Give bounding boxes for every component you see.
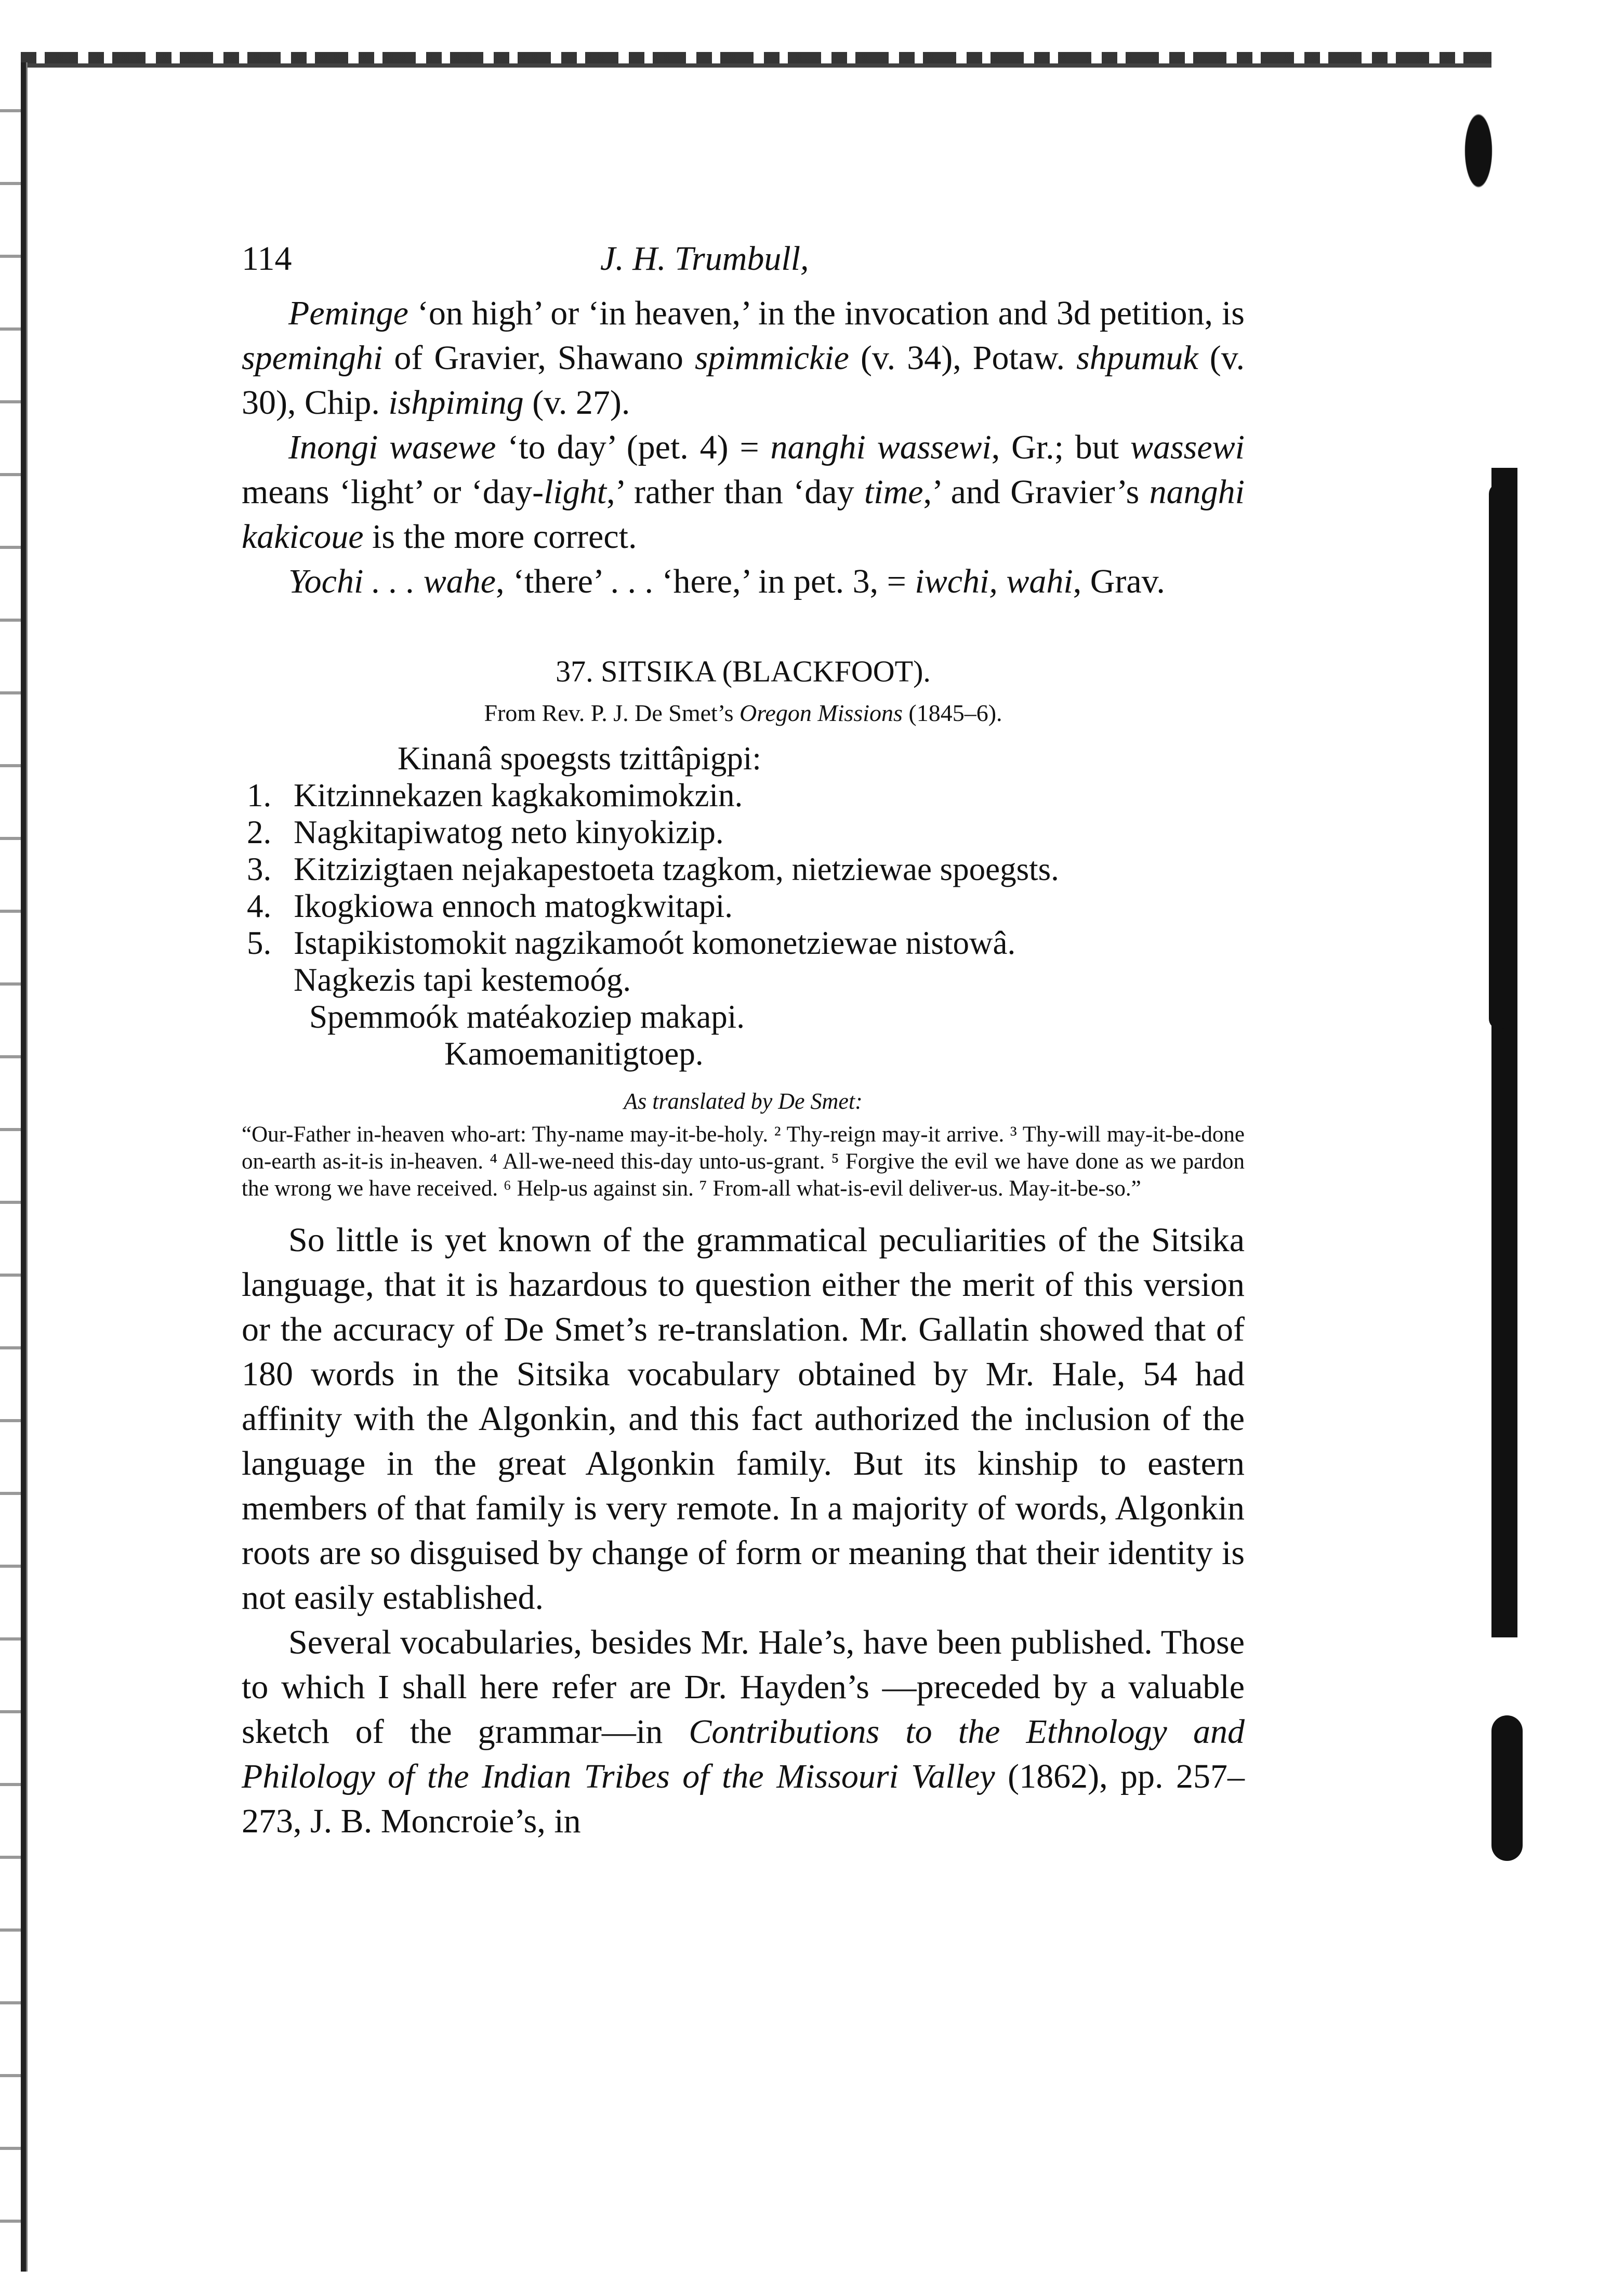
text-span: means ‘light’ or ‘day- (242, 473, 544, 511)
term-wassewi: wassewi (1130, 428, 1245, 466)
text-span: (v. 27). (523, 384, 630, 422)
prayer-line (247, 777, 1245, 814)
text-span: is the more correct. (363, 518, 637, 556)
line-number: 3. (247, 851, 272, 887)
source-title: Oregon Missions (739, 700, 903, 726)
term-shpumuk: shpumuk (1076, 339, 1198, 377)
prayer-continuation: Spemmoók matéakoziep makapi. (309, 999, 745, 1035)
text-span: (1862), pp. 257–273, J. B. Moncroie’s, in (242, 1757, 1245, 1840)
page-header (242, 239, 1245, 291)
prayer-text (247, 740, 1245, 1072)
publication-title: Contributions to the Ethnology and Philology of the Indian Tribes of the Missouri Valley (242, 1713, 1245, 1795)
term-time: time (864, 473, 923, 511)
text-span: Several vocabularies, besides Mr. Hale’s, have been published. Those to which I shall here refer are Dr. Hayden’s —preceded by a valuable sketch of the grammar—in (242, 1623, 1245, 1751)
scan-edge-top-line (21, 63, 1491, 68)
paragraph-peminge (242, 291, 1245, 425)
text-span: ,’ and Gravier’s (923, 473, 1150, 511)
text-span: of Gravier, Shawano (382, 339, 695, 377)
term-speminghi: speminghi (242, 339, 383, 377)
text-span: (1845–6). (902, 700, 1002, 726)
term-nanghi-kakicoue: nanghi kakicoue (242, 473, 1245, 556)
line-text: Ikogkiowa ennoch matogkwitapi. (294, 888, 733, 924)
prayer-line (247, 925, 1245, 962)
paragraph-inongi (242, 425, 1245, 559)
line-text: Kitzinnekazen kagkakomimokzin. (294, 777, 743, 814)
line-text: Istapikistomokit nagzikamoót komonetziewae nistowâ. (294, 925, 1016, 961)
term-spimmickie: spimmickie (694, 339, 849, 377)
running-title: J. H. Trumbull, (600, 240, 809, 278)
prayer-closing: Kamoemanitigtoep. (444, 1035, 704, 1072)
text-span: ,’ rather than ‘day (606, 473, 864, 511)
prayer-line (247, 814, 1245, 851)
binding-shadow-middle-core (1489, 483, 1510, 1029)
section-source (242, 697, 1245, 730)
term-ishpiming: ishpiming (388, 384, 524, 422)
paragraph-vocabularies (242, 1620, 1245, 1844)
binding-shadow-lower (1491, 1715, 1523, 1861)
line-text: Kitzizigtaen nejakapestoeta tzagkom, nietziewae spoegsts. (294, 851, 1059, 887)
prayer-line (247, 851, 1245, 888)
term-nanghi-wassewi: nanghi wassewi (770, 428, 992, 466)
term-yochi-wahe: Yochi . . . wahe (288, 562, 496, 600)
line-number: 5. (247, 925, 272, 961)
term-peminge: Peminge (288, 294, 408, 332)
page-number: 114 (242, 240, 292, 278)
line-text: Nagkitapiwatog neto kinyokizip. (294, 814, 724, 850)
line-number: 2. (247, 814, 272, 850)
prayer-opening: Kinanâ spoegsts tzittâpigpi: (398, 740, 761, 777)
text-span: , Grav. (1073, 562, 1165, 600)
term-inongi-wasewe: Inongi wasewe (288, 428, 496, 466)
text-span: From Rev. P. J. De Smet’s (484, 700, 739, 726)
text-span: , Gr.; but (991, 428, 1130, 466)
prayer-line (247, 888, 1245, 925)
paragraph-yochi (242, 559, 1245, 604)
scan-edge-top (21, 52, 1491, 63)
text-span: , ‘there’ . . . ‘here,’ in pet. 3, = (496, 562, 915, 600)
section-heading: 37. SITSIKA (BLACKFOOT). (556, 654, 931, 688)
prayer-continuation: Nagkezis tapi kestemoóg. (294, 962, 631, 998)
line-number: 1. (247, 777, 272, 814)
text-span: ‘on high’ or ‘in heaven,’ in the invocation and 3d petition, is (408, 294, 1245, 332)
scan-edge-left (21, 62, 38, 2272)
scan-edge-left-specks (0, 78, 21, 2261)
translation-heading: As translated by De Smet: (624, 1088, 863, 1114)
paragraph-sitsika-grammar: So little is yet known of the grammatical peculiarities of the Sitsika language, that it is hazardous to question either the merit of this version or the accuracy of De Smet’s re-translation. Mr. Gallatin showed that of 180 words in the Sitsika vocabulary obtained by Mr. Hale, 54 had affinity with the Algonkin, and this fact authorized the inclusion of the language in the great Algonkin family. But its kinship to eastern members of that family is very remote. In a majority of words, Algonkin roots are so disguised by change of form or meaning that their identity is not easily established. (242, 1221, 1245, 1617)
text-span: (v. 34), Potaw. (849, 339, 1077, 377)
text-span: ‘to day’ (pet. 4) = (496, 428, 771, 466)
line-number: 4. (247, 888, 272, 924)
text-span: (v. 30), Chip. (242, 339, 1245, 422)
term-light: light (544, 473, 607, 511)
binding-shadow-top (1455, 88, 1502, 192)
term-iwchi-wahi: iwchi, wahi (915, 562, 1073, 600)
page-content (242, 239, 1245, 1844)
translation-text: “Our-Father in-heaven who-art: Thy-name may-it-be-holy. ² Thy-reign may-it arrive. ³ Thy-will may-it-be-done on-earth as-it-is in-heaven. ⁴ All-we-need this-day unto-us-grant. ⁵ Forgive the evil we have done as we pardon the wrong we have received. ⁶ Help-us against sin. ⁷ From-all what-is-evil deliver-us. May-it-be-so.” (242, 1122, 1245, 1201)
